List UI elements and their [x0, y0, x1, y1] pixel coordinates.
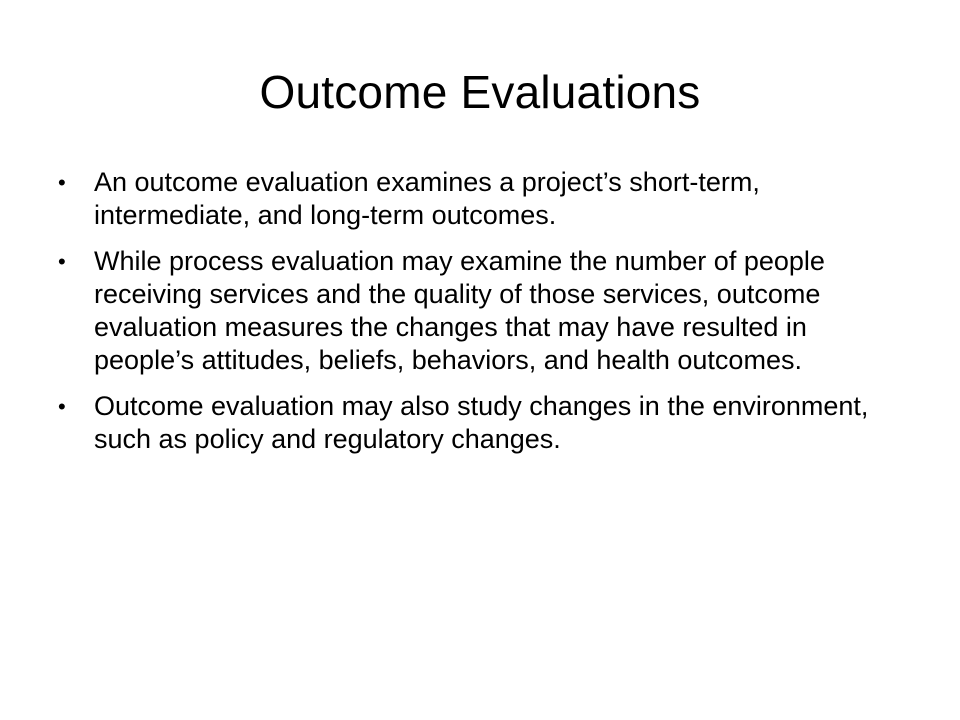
bullet-item [58, 166, 888, 232]
bullet-marker-icon: • [58, 394, 66, 419]
bullet-text: An outcome evaluation examines a project’s short-term, intermediate, and long-term outcomes. [94, 167, 760, 230]
bullet-text: Outcome evaluation may also study changes in the environment, such as policy and regulatory changes. [94, 391, 869, 454]
bullet-marker-icon: • [58, 170, 66, 195]
bullet-list [58, 166, 888, 469]
slide-title: Outcome Evaluations [259, 66, 701, 118]
bullet-marker-icon: • [58, 249, 66, 274]
bullet-text: While process evaluation may examine the number of people receiving services and the quality of those services, outcome evaluation measures the changes that may have resulted in people’s attitudes, beliefs, behaviors, and health outcomes. [94, 246, 825, 375]
bullet-item [58, 245, 888, 377]
bullet-item [58, 390, 888, 456]
